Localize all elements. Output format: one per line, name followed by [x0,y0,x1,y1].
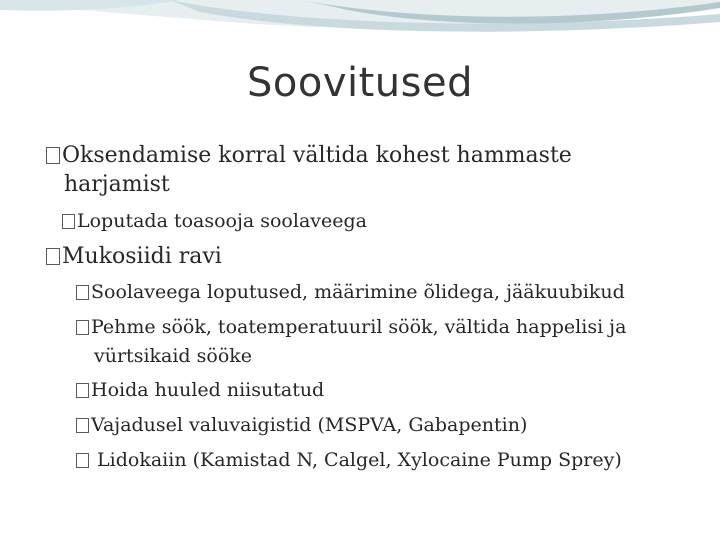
slide-title: Soovitused [247,60,473,106]
sub-bullet-item [76,278,625,306]
bullet-text: Pehme söök, toatemperatuuril söök, vältida happelisi ja [91,316,627,338]
bullet-text: Loputada toasooja soolaveega [77,210,367,232]
bullet-icon [76,383,89,398]
sub-bullet-item [76,446,622,474]
bullet-icon [62,214,75,229]
sub-bullet-item-continuation [94,342,252,370]
bullet-icon [46,248,60,265]
bullet-text: Lidokaiin (Kamistad N, Calgel, Xylocaine Pump Sprey) [91,449,622,471]
bullet-text: Mukosiidi ravi [62,244,222,269]
bullet-item [46,242,222,272]
sub-bullet-item [76,376,324,404]
bullet-icon [76,320,89,335]
bullet-icon [46,147,60,164]
bullet-icon [76,453,89,468]
bullet-text: Vajadusel valuvaigistid (MSPVA, Gabapentin) [91,414,528,436]
header-swoosh-decoration [0,0,720,60]
bullet-text: harjamist [64,172,170,197]
bullet-icon [76,285,89,300]
bullet-text: Oksendamise korral vältida kohest hammaste [62,143,572,168]
bullet-text: Hoida huuled niisutatud [91,379,325,401]
sub-bullet-item [76,313,626,341]
bullet-icon [76,418,89,433]
sub-bullet-item [76,411,527,439]
bullet-item-continuation [64,170,170,200]
sub-bullet-item [62,207,367,235]
bullet-text: vürtsikaid sööke [94,345,253,367]
bullet-text: Soolaveega loputused, määrimine õlidega, jääkuubikud [91,281,625,303]
bullet-item [46,141,572,171]
